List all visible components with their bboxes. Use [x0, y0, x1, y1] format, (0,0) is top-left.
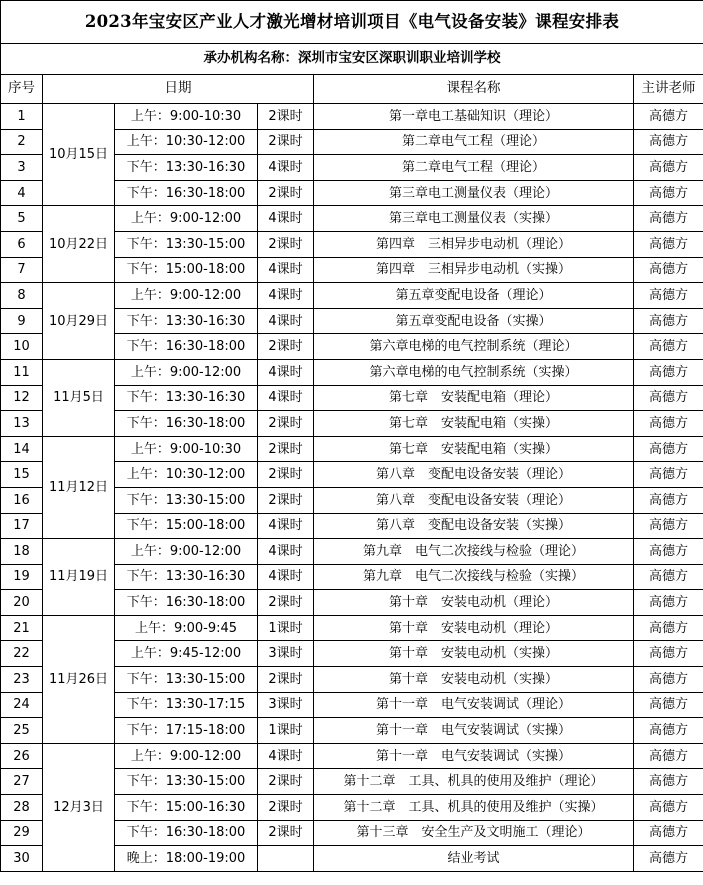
teacher-name: 高德方 — [634, 283, 703, 309]
time-slot: 下午：16:30-18:00 — [115, 590, 258, 616]
course-name: 第六章电梯的电气控制系统（实操） — [314, 359, 634, 385]
row-number: 29 — [1, 820, 43, 846]
time-slot: 上午：9:00-12:00 — [115, 743, 258, 769]
row-number: 20 — [1, 590, 43, 616]
teacher-name: 高德方 — [634, 231, 703, 257]
class-hours: 4课时 — [258, 257, 314, 283]
course-name: 第七章 安装配电箱（实操） — [314, 436, 634, 462]
class-hours — [258, 846, 314, 872]
time-slot: 下午：16:30-18:00 — [115, 180, 258, 206]
class-hours: 4课时 — [258, 359, 314, 385]
class-hours: 2课时 — [258, 820, 314, 846]
header-date: 日期 — [43, 75, 314, 104]
course-name: 第十二章 工具、机具的使用及维护（实操） — [314, 795, 634, 821]
row-number: 7 — [1, 257, 43, 283]
row-number: 14 — [1, 436, 43, 462]
teacher-name: 高德方 — [634, 641, 703, 667]
time-slot: 上午：9:00-12:00 — [115, 539, 258, 565]
teacher-name: 高德方 — [634, 411, 703, 437]
table-row — [1, 104, 703, 130]
time-slot: 下午：13:30-15:00 — [115, 231, 258, 257]
teacher-name: 高德方 — [634, 206, 703, 232]
time-slot: 上午：9:00-9:45 — [115, 615, 258, 641]
time-slot: 下午：13:30-17:15 — [115, 692, 258, 718]
class-hours: 4课时 — [258, 385, 314, 411]
time-slot: 晚上：18:00-19:00 — [115, 846, 258, 872]
course-name: 第三章电工测量仪表（理论） — [314, 180, 634, 206]
course-name: 第十一章 电气安装调试（实操） — [314, 718, 634, 744]
time-slot: 下午：17:15-18:00 — [115, 718, 258, 744]
course-name: 结业考试 — [314, 846, 634, 872]
table-row — [1, 539, 703, 565]
row-number: 25 — [1, 718, 43, 744]
class-hours: 4课时 — [258, 539, 314, 565]
teacher-name: 高德方 — [634, 615, 703, 641]
time-slot: 上午：9:00-12:00 — [115, 359, 258, 385]
row-number: 23 — [1, 667, 43, 693]
time-slot: 下午：13:30-15:00 — [115, 487, 258, 513]
teacher-name: 高德方 — [634, 257, 703, 283]
class-hours: 2课时 — [258, 231, 314, 257]
row-number: 28 — [1, 795, 43, 821]
time-slot: 上午：9:00-10:30 — [115, 436, 258, 462]
row-number: 4 — [1, 180, 43, 206]
teacher-name: 高德方 — [634, 385, 703, 411]
course-name: 第十一章 电气安装调试（理论） — [314, 692, 634, 718]
time-slot: 下午：16:30-18:00 — [115, 820, 258, 846]
teacher-name: 高德方 — [634, 743, 703, 769]
organizer-name: 承办机构名称：深圳市宝安区深职训职业培训学校 — [1, 44, 703, 75]
course-name: 第八章 变配电设备安装（实操） — [314, 513, 634, 539]
time-slot: 上午：10:30-12:00 — [115, 462, 258, 488]
table-row — [1, 359, 703, 385]
class-hours: 4课时 — [258, 308, 314, 334]
row-number: 10 — [1, 334, 43, 360]
class-hours: 4课时 — [258, 513, 314, 539]
session-date: 10月29日 — [43, 283, 115, 360]
course-name: 第十章 安装电动机（实操） — [314, 667, 634, 693]
session-date: 12月3日 — [43, 743, 115, 871]
teacher-name: 高德方 — [634, 129, 703, 155]
page-title: 2023年宝安区产业人才激光增材培训项目《电气设备安装》课程安排表 — [1, 1, 703, 44]
teacher-name: 高德方 — [634, 513, 703, 539]
class-hours: 1课时 — [258, 615, 314, 641]
class-hours: 3课时 — [258, 641, 314, 667]
teacher-name: 高德方 — [634, 718, 703, 744]
table-row — [1, 743, 703, 769]
class-hours: 4课时 — [258, 283, 314, 309]
time-slot: 下午：16:30-18:00 — [115, 334, 258, 360]
teacher-name: 高德方 — [634, 462, 703, 488]
class-hours: 2课时 — [258, 129, 314, 155]
class-hours: 2课时 — [258, 462, 314, 488]
course-name: 第八章 变配电设备安装（理论） — [314, 462, 634, 488]
teacher-name: 高德方 — [634, 334, 703, 360]
class-hours: 4课时 — [258, 564, 314, 590]
class-hours: 2课时 — [258, 487, 314, 513]
course-name: 第二章电气工程（理论） — [314, 155, 634, 181]
title-row — [1, 1, 703, 44]
teacher-name: 高德方 — [634, 795, 703, 821]
time-slot: 上午：9:45-12:00 — [115, 641, 258, 667]
course-name: 第四章 三相异步电动机（实操） — [314, 257, 634, 283]
time-slot: 下午：15:00-18:00 — [115, 513, 258, 539]
session-date: 11月26日 — [43, 615, 115, 743]
class-hours: 2课时 — [258, 411, 314, 437]
class-hours: 2课时 — [258, 795, 314, 821]
table-row — [1, 206, 703, 232]
class-hours: 2课时 — [258, 180, 314, 206]
row-number: 11 — [1, 359, 43, 385]
course-name: 第九章 电气二次接线与检验（实操） — [314, 564, 634, 590]
row-number: 8 — [1, 283, 43, 309]
row-number: 12 — [1, 385, 43, 411]
row-number: 1 — [1, 104, 43, 130]
row-number: 22 — [1, 641, 43, 667]
class-hours: 2课时 — [258, 334, 314, 360]
teacher-name: 高德方 — [634, 769, 703, 795]
session-date: 11月19日 — [43, 539, 115, 616]
course-name: 第八章 变配电设备安装（理论） — [314, 487, 634, 513]
teacher-name: 高德方 — [634, 104, 703, 130]
table-row — [1, 436, 703, 462]
time-slot: 上午：10:30-12:00 — [115, 129, 258, 155]
time-slot: 上午：9:00-12:00 — [115, 283, 258, 309]
row-number: 19 — [1, 564, 43, 590]
teacher-name: 高德方 — [634, 359, 703, 385]
teacher-name: 高德方 — [634, 820, 703, 846]
row-number: 18 — [1, 539, 43, 565]
row-number: 21 — [1, 615, 43, 641]
teacher-name: 高德方 — [634, 667, 703, 693]
teacher-name: 高德方 — [634, 308, 703, 334]
class-hours: 4课时 — [258, 743, 314, 769]
time-slot: 下午：13:30-15:00 — [115, 667, 258, 693]
course-name: 第十章 安装电动机（理论） — [314, 590, 634, 616]
header-no: 序号 — [1, 75, 43, 104]
session-date: 10月15日 — [43, 104, 115, 206]
row-number: 5 — [1, 206, 43, 232]
row-number: 24 — [1, 692, 43, 718]
course-name: 第六章电梯的电气控制系统（理论） — [314, 334, 634, 360]
course-name: 第三章电工测量仪表（实操） — [314, 206, 634, 232]
row-number: 16 — [1, 487, 43, 513]
class-hours: 2课时 — [258, 436, 314, 462]
row-number: 2 — [1, 129, 43, 155]
course-name: 第十三章 安全生产及文明施工（理论） — [314, 820, 634, 846]
time-slot: 下午：15:00-18:00 — [115, 257, 258, 283]
table-row — [1, 615, 703, 641]
class-hours: 1课时 — [258, 718, 314, 744]
course-name: 第二章电气工程（理论） — [314, 129, 634, 155]
teacher-name: 高德方 — [634, 539, 703, 565]
header-course: 课程名称 — [314, 75, 634, 104]
row-number: 17 — [1, 513, 43, 539]
teacher-name: 高德方 — [634, 487, 703, 513]
session-date: 11月12日 — [43, 436, 115, 538]
course-name: 第一章电工基础知识（理论） — [314, 104, 634, 130]
time-slot: 下午：13:30-16:30 — [115, 385, 258, 411]
course-name: 第七章 安装配电箱（理论） — [314, 385, 634, 411]
time-slot: 下午：13:30-16:30 — [115, 564, 258, 590]
row-number: 6 — [1, 231, 43, 257]
teacher-name: 高德方 — [634, 155, 703, 181]
time-slot: 上午：9:00-12:00 — [115, 206, 258, 232]
teacher-name: 高德方 — [634, 564, 703, 590]
course-name: 第十一章 电气安装调试（实操） — [314, 743, 634, 769]
class-hours: 4课时 — [258, 206, 314, 232]
course-name: 第七章 安装配电箱（实操） — [314, 411, 634, 437]
teacher-name: 高德方 — [634, 846, 703, 872]
row-number: 9 — [1, 308, 43, 334]
row-number: 13 — [1, 411, 43, 437]
class-hours: 2课时 — [258, 769, 314, 795]
course-name: 第九章 电气二次接线与检验（理论） — [314, 539, 634, 565]
course-name: 第十章 安装电动机（理论） — [314, 615, 634, 641]
time-slot: 下午：13:30-15:00 — [115, 769, 258, 795]
course-name: 第五章变配电设备（实操） — [314, 308, 634, 334]
class-hours: 3课时 — [258, 692, 314, 718]
class-hours: 2课时 — [258, 104, 314, 130]
header-teacher: 主讲老师 — [634, 75, 703, 104]
organizer-row — [1, 44, 703, 75]
row-number: 26 — [1, 743, 43, 769]
time-slot: 上午：9:00-10:30 — [115, 104, 258, 130]
course-name: 第四章 三相异步电动机（理论） — [314, 231, 634, 257]
course-name: 第五章变配电设备（理论） — [314, 283, 634, 309]
teacher-name: 高德方 — [634, 692, 703, 718]
time-slot: 下午：13:30-16:30 — [115, 155, 258, 181]
row-number: 3 — [1, 155, 43, 181]
row-number: 27 — [1, 769, 43, 795]
session-date: 10月22日 — [43, 206, 115, 283]
row-number: 30 — [1, 846, 43, 872]
row-number: 15 — [1, 462, 43, 488]
teacher-name: 高德方 — [634, 590, 703, 616]
time-slot: 下午：16:30-18:00 — [115, 411, 258, 437]
class-hours: 4课时 — [258, 155, 314, 181]
table-row — [1, 283, 703, 309]
teacher-name: 高德方 — [634, 180, 703, 206]
course-name: 第十章 安装电动机（实操） — [314, 641, 634, 667]
header-row — [1, 75, 703, 104]
course-name: 第十二章 工具、机具的使用及维护（理论） — [314, 769, 634, 795]
session-date: 11月5日 — [43, 359, 115, 436]
class-hours: 2课时 — [258, 590, 314, 616]
teacher-name: 高德方 — [634, 436, 703, 462]
class-hours: 2课时 — [258, 667, 314, 693]
time-slot: 下午：15:00-16:30 — [115, 795, 258, 821]
time-slot: 下午：13:30-16:30 — [115, 308, 258, 334]
